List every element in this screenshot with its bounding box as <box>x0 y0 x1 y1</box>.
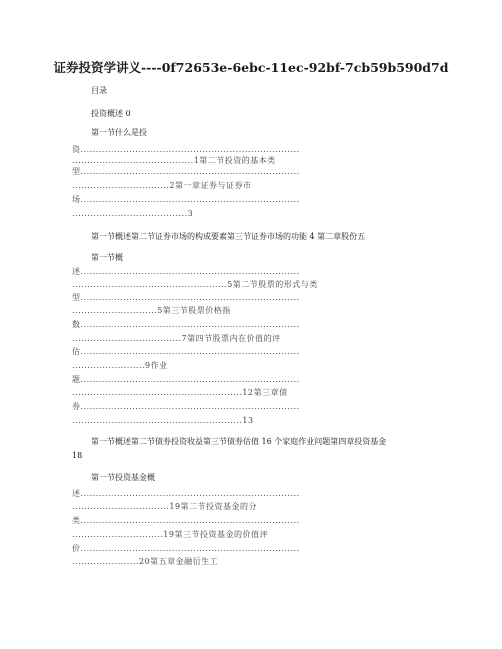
toc-line: 第一节什么是投 <box>91 128 147 137</box>
toc-line: 类........................................................................ <box>72 516 300 525</box>
toc-line: 第一节概述第二节证券市场的构成要素第三节证券市场的功能 4 第二章股份五 <box>91 232 366 241</box>
toc-line: ......................................3 <box>72 209 194 218</box>
toc-line: 第一节投资基金概 <box>91 473 155 482</box>
toc-heading: 目录 <box>91 86 107 95</box>
toc-line: 券........................................................................ <box>72 402 300 411</box>
toc-line: 估........................................................................ <box>72 347 300 356</box>
toc-line: ...................................................5第二节股票的形式与类 <box>72 280 318 289</box>
toc-line: 述........................................................................ <box>72 489 300 498</box>
toc-line: ................................2第一章证券与证券市 <box>72 181 252 190</box>
toc-line: 资........................................................................ <box>72 145 300 154</box>
toc-line: 第一节概述第二节债券投资收益第三节债券估值 16 个家庭作业问题第四章投资基金 <box>91 437 387 446</box>
toc-line: 型........................................................................ <box>72 167 300 176</box>
toc-line: 型........................................................................ <box>72 293 300 302</box>
toc-line: ......................20第五章金融衍生工 <box>72 557 219 566</box>
toc-line: ........................................................12第三章债 <box>72 388 288 397</box>
toc-line: 数........................................................................ <box>72 320 300 329</box>
toc-line: 场........................................................................ <box>72 195 300 204</box>
document-title: 证券投资学讲义----0f72653e-6ebc-11ec-92bf-7cb59b590d7d <box>53 60 449 75</box>
toc-line: 价........................................................................ <box>72 544 300 553</box>
toc-line: ............................5第三节股票价格指 <box>72 306 231 315</box>
toc-line: ........................9作业 <box>72 361 168 370</box>
toc-line: 18 <box>72 451 83 460</box>
toc-overview: 投资概述 0 <box>91 109 131 118</box>
toc-line: ....................................7第四节股票内在价值的评 <box>72 334 281 343</box>
toc-line: ................................19第二节投资基金的分 <box>72 502 258 511</box>
toc-line: 第一节概 <box>91 253 123 262</box>
toc-line: ..............................19第三节投资基金的价值评 <box>72 530 268 539</box>
toc-line: ........................................1第二节投资的基本类 <box>72 156 276 165</box>
toc-line: ........................................................13 <box>72 416 254 425</box>
toc-line: 述........................................................................ <box>72 267 300 276</box>
toc-line: 题........................................................................ <box>72 375 300 384</box>
